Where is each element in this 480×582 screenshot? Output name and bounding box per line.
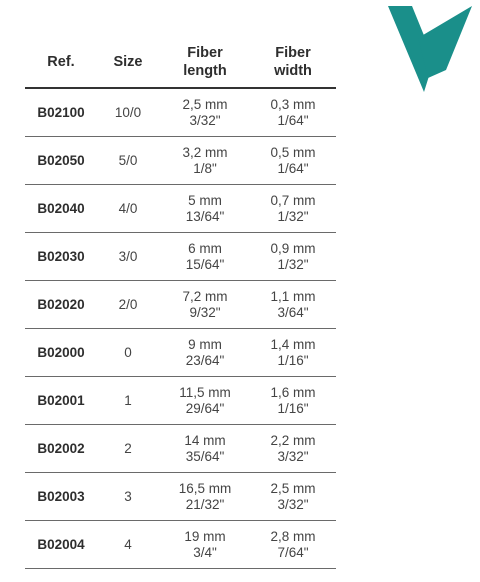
cell-size: 0	[124, 344, 132, 360]
cell-fiber-width: 0,7 mm 1/32"	[270, 192, 316, 224]
header-size: Size	[113, 53, 143, 70]
table-body	[25, 89, 336, 569]
cell-fiber-length: 11,5 mm 29/64"	[179, 384, 231, 416]
table-row	[25, 137, 336, 185]
cell-size: 3	[124, 488, 132, 504]
fiber-size-table	[25, 36, 336, 569]
cell-ref: B02001	[37, 392, 85, 408]
cell-size: 2/0	[118, 296, 138, 312]
table-row	[25, 281, 336, 329]
table-row	[25, 521, 336, 569]
cell-size: 4	[124, 536, 132, 552]
table-row	[25, 233, 336, 281]
table-row	[25, 89, 336, 137]
cell-fiber-width: 0,3 mm 1/64"	[270, 96, 316, 128]
v-brand-logo-icon	[388, 6, 472, 92]
cell-fiber-width: 1,4 mm 1/16"	[270, 336, 316, 368]
cell-ref: B02020	[37, 296, 85, 312]
cell-ref: B02030	[37, 248, 85, 264]
cell-ref: B02002	[37, 440, 85, 456]
cell-fiber-length: 16,5 mm 21/32"	[178, 480, 232, 512]
header-fiber-width: Fiber width	[274, 44, 312, 79]
cell-ref: B02004	[37, 536, 85, 552]
cell-fiber-width: 2,8 mm 7/64"	[270, 528, 316, 560]
table-row	[25, 185, 336, 233]
cell-fiber-width: 1,1 mm 3/64"	[270, 288, 316, 320]
cell-fiber-width: 0,9 mm 1/32"	[270, 240, 316, 272]
cell-ref: B02040	[37, 200, 85, 216]
cell-fiber-length: 6 mm 15/64"	[185, 240, 225, 272]
cell-fiber-length: 14 mm 35/64"	[184, 432, 226, 464]
table-row	[25, 377, 336, 425]
cell-ref: B02003	[37, 488, 85, 504]
header-ref: Ref.	[47, 53, 75, 70]
table-header	[25, 36, 336, 89]
cell-ref: B02100	[37, 104, 85, 120]
cell-fiber-width: 1,6 mm 1/16"	[270, 384, 316, 416]
cell-fiber-width: 2,5 mm 3/32"	[270, 480, 316, 512]
cell-fiber-length: 9 mm 23/64"	[185, 336, 225, 368]
cell-fiber-width: 2,2 mm 3/32"	[270, 432, 316, 464]
table-row	[25, 425, 336, 473]
cell-size: 1	[124, 392, 132, 408]
cell-size: 10/0	[114, 104, 142, 120]
cell-size: 5/0	[118, 152, 138, 168]
cell-fiber-length: 7,2 mm 9/32"	[182, 288, 228, 320]
cell-fiber-length: 3,2 mm 1/8"	[182, 144, 228, 176]
cell-ref: B02000	[37, 344, 85, 360]
cell-ref: B02050	[37, 152, 85, 168]
header-fiber-length: Fiber length	[183, 44, 227, 79]
table-row	[25, 473, 336, 521]
cell-fiber-width: 0,5 mm 1/64"	[270, 144, 316, 176]
cell-size: 3/0	[118, 248, 138, 264]
cell-size: 4/0	[118, 200, 138, 216]
cell-size: 2	[124, 440, 132, 456]
cell-fiber-length: 2,5 mm 3/32"	[182, 96, 228, 128]
cell-fiber-length: 5 mm 13/64"	[185, 192, 225, 224]
cell-fiber-length: 19 mm 3/4"	[184, 528, 226, 560]
table-row	[25, 329, 336, 377]
